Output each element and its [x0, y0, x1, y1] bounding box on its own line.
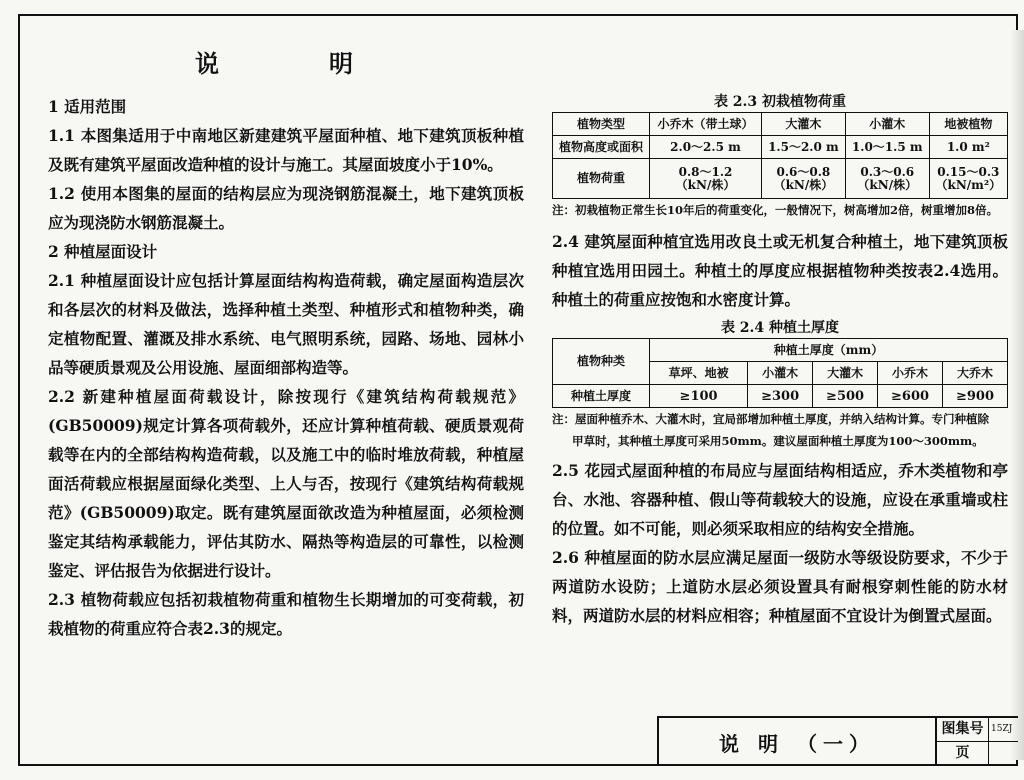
atlas-number-value: 15ZJ [989, 718, 1018, 742]
page-number-value [989, 742, 1018, 766]
table-2-3 [552, 112, 1008, 199]
table-row [553, 159, 1008, 199]
scan-edge-shadow [1010, 30, 1024, 760]
paragraph-2-6: 2.6 种植屋面的防水层应满足屋面一级防水等级设防要求，不少于两道防水设防；上道防水层必须设置具有耐根穿刺性能的防水材料，两道防水层的材料应相容；种植屋面不宜设计为倒置式屋面。 [552, 548, 1008, 625]
title-block [657, 716, 1018, 766]
table-row [553, 136, 1008, 159]
table-cell: 小灌木 [748, 362, 813, 385]
paragraph-2-5: 2.5 花园式屋面种植的布局应与屋面结构相适应，乔木类植物和亭台、水池、容器种植、假山等荷载较大的设施，应设在承重墙或柱的位置。如不可能，则必须采取相应的结构安全措施。 [552, 461, 1008, 538]
right-column [552, 92, 1008, 630]
table-2-3-caption: 表 2.3 初栽植物荷重 [713, 94, 847, 110]
table-cell: ≥100 [650, 385, 748, 408]
table-cell: 0.8～1.2 （kN/株） [650, 159, 762, 199]
table-cell: 大灌木 [813, 362, 878, 385]
section-heading: 1 适用范围 [48, 97, 127, 116]
paragraph-1-1: 1.1 本图集适用于中南地区新建建筑平屋面种植、地下建筑顶板种植及既有建筑平屋面改造种植的设计与施工。其屋面坡度小于10%。 [48, 126, 524, 174]
table-cell: 草坪、地被 [650, 362, 748, 385]
table-2-3-note: 注：初栽植物正常生长10年后的荷重变化，一般情况下，树高增加2倍，树重增加8倍。 [552, 203, 999, 217]
page-title [195, 44, 355, 79]
table-cell: 植物荷重 [553, 159, 650, 199]
table-cell: 种植土厚度 [553, 385, 650, 408]
table-cell: 种植土厚度（mm） [650, 339, 1008, 362]
paragraph-2-2: 2.2 新建种植屋面荷载设计，除按现行《建筑结构荷载规范》(GB50009)规定计算各项荷载外，还应计算种植荷载、硬质景观荷载等在内的全部结构构造荷载，以及施工中的临时堆放荷载，种植屋面活荷载应根据屋面绿化类型、上人与否，按现行《建筑结构荷载规范》(GB50009)取定。既有建筑屋面欲改造为种植屋面，必须检测鉴定其结构承载能力，评估其防水、隔热等构造层的可靠性，以检测鉴定、评估报告为依据进行设计。 [48, 387, 524, 580]
table-cell: 大灌木 [761, 113, 845, 136]
table-cell: 植物种类 [553, 339, 650, 385]
paragraph-2-4: 2.4 建筑屋面种植宜选用改良土或无机复合种植土，地下建筑顶板种植宜选用田园土。种植土的厚度应根据植物种类按表2.4选用。种植土的荷重应按饱和水密度计算。 [552, 232, 1008, 309]
table-cell: 1.0～1.5 m [845, 136, 929, 159]
table-cell: ≥300 [748, 385, 813, 408]
table-cell: 0.15～0.3 （kN/m²） [929, 159, 1007, 199]
paragraph-2-1: 2.1 种植屋面设计应包括计算屋面结构构造荷载，确定屋面构造层次和各层次的材料及做法，选择种植土类型、种植形式和植物种类，确定植物配置、灌溉及排水系统、电气照明系统，园路、场地、园林小品等硬质景观及公用设施、屋面细部构造等。 [48, 271, 524, 377]
table-row [553, 385, 1008, 408]
table-row [553, 339, 1008, 362]
table-cell: 植物高度或面积 [553, 136, 650, 159]
table-cell: ≥900 [943, 385, 1008, 408]
table-cell: ≥600 [878, 385, 943, 408]
table-cell: 1.0 m² [929, 136, 1007, 159]
table-cell: 0.3～0.6 （kN/株） [845, 159, 929, 199]
title-block-title: 说 明 （一） [659, 718, 937, 766]
atlas-number-label: 图集号 [937, 718, 989, 742]
table-2-4-caption: 表 2.4 种植土厚度 [720, 320, 840, 336]
paragraph-2-3: 2.3 植物荷载应包括初栽植物荷重和植物生长期增加的可变荷载，初栽植物的荷重应符合表2.3的规定。 [48, 590, 524, 638]
left-column [48, 92, 524, 643]
table-cell: 0.6～0.8 （kN/株） [761, 159, 845, 199]
table-cell: 2.0～2.5 m [650, 136, 762, 159]
table-cell: 地被植物 [929, 113, 1007, 136]
page-title-char: 说 [195, 49, 221, 78]
table-cell: 大乔木 [943, 362, 1008, 385]
table-cell: 小乔木（带土球） [650, 113, 762, 136]
section-heading: 2 种植屋面设计 [48, 242, 158, 261]
table-2-4 [552, 338, 1008, 408]
table-cell: ≥500 [813, 385, 878, 408]
table-2-4-note-continued: 甲草时，其种植土厚度可采用50mm。建议屋面种植土厚度为100～300mm。 [572, 434, 984, 448]
table-row [553, 113, 1008, 136]
table-cell: 小灌木 [845, 113, 929, 136]
table-cell: 1.5～2.0 m [761, 136, 845, 159]
page-number-label: 页 [937, 742, 989, 766]
table-cell: 植物类型 [553, 113, 650, 136]
table-2-4-note: 注：屋面种植乔木、大灌木时，宜局部增加种植土厚度，并纳入结构计算。专门种植除 [552, 412, 989, 426]
table-cell: 小乔木 [878, 362, 943, 385]
page-title-char: 明 [329, 49, 355, 78]
paragraph-1-2: 1.2 使用本图集的屋面的结构层应为现浇钢筋混凝土，地下建筑顶板应为现浇防水钢筋混凝土。 [48, 184, 524, 232]
